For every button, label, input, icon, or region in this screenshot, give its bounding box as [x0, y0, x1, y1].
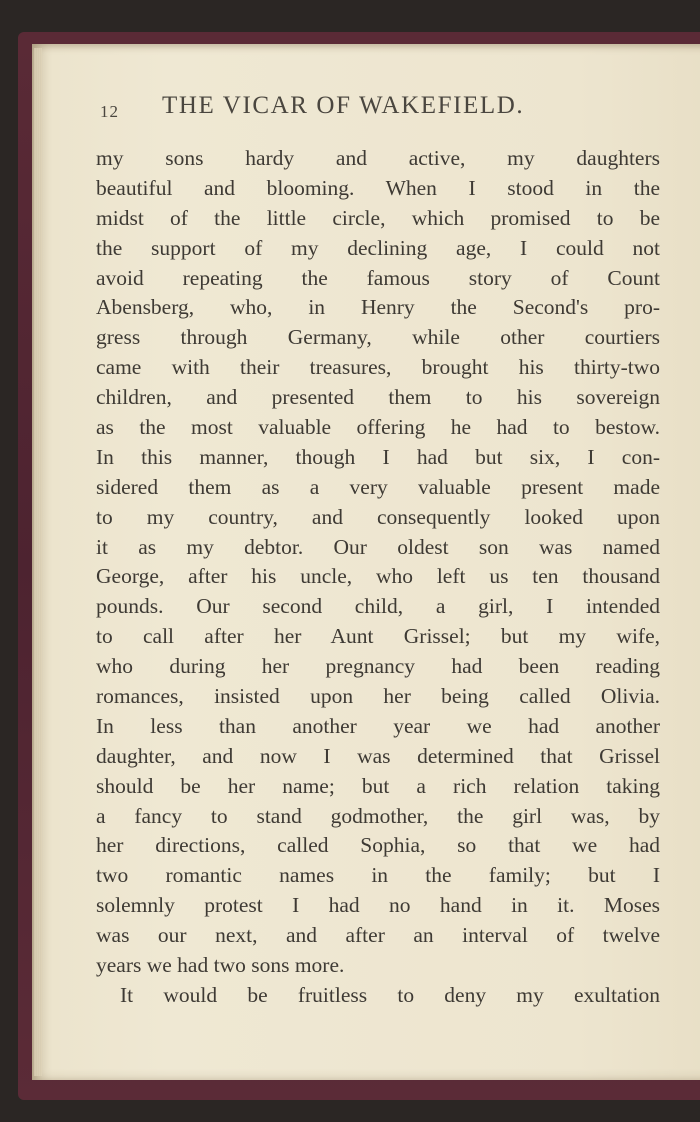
running-title: THE VICAR OF WAKEFIELD. — [162, 92, 525, 119]
page-header — [100, 92, 660, 132]
text-line: my sons hardy and active, my daughters — [96, 146, 660, 170]
text-line: who during her pregnancy had been reading — [96, 654, 660, 679]
text-line: years we had two sons more. — [96, 953, 345, 978]
text-line: beautiful and blooming. When I stood in the — [96, 175, 660, 200]
text-line: It would be fruitless to deny my exultation — [120, 982, 660, 1007]
text-line: to call after her Aunt Grissel; but my wife, — [96, 624, 660, 649]
text-line: children, and presented them to his sovereign — [96, 385, 660, 410]
text-line: Abensberg, who, in Henry the Second's pro- — [96, 295, 660, 320]
text-line: should be her name; but a rich relation taking — [96, 773, 660, 798]
body-text — [96, 144, 660, 1011]
text-line: sidered them as a very valuable present made — [96, 474, 660, 499]
text-line: it as my debtor. Our oldest son was named — [96, 534, 660, 559]
text-line: midst of the little circle, which promised to be — [96, 205, 660, 230]
text-line: came with their treasures, brought his thirty-two — [96, 355, 660, 380]
text-line: George, after his uncle, who left us ten thousand — [96, 564, 660, 589]
text-line: In less than another year we had another — [96, 713, 660, 738]
text-line: In this manner, though I had but six, I con- — [96, 444, 660, 469]
text-line: a fancy to stand godmother, the girl was, by — [96, 803, 660, 828]
text-line: avoid repeating the famous story of Count — [96, 265, 660, 290]
text-line: to my country, and consequently looked upon — [96, 504, 660, 529]
text-line: gress through Germany, while other courtiers — [96, 325, 660, 350]
text-line: daughter, and now I was determined that Grissel — [96, 743, 660, 768]
text-line: her directions, called Sophia, so that we had — [96, 833, 660, 858]
page-edges — [34, 48, 42, 1076]
page-number: 12 — [100, 102, 119, 121]
text-line: romances, insisted upon her being called Olivia. — [96, 684, 660, 709]
text-line: as the most valuable offering he had to bestow. — [96, 415, 660, 440]
text-line: pounds. Our second child, a girl, I intended — [96, 594, 660, 619]
text-line: two romantic names in the family; but I — [96, 863, 660, 888]
text-line: solemnly protest I had no hand in it. Moses — [96, 893, 660, 918]
text-line: the support of my declining age, I could not — [96, 235, 660, 260]
text-line: was our next, and after an interval of twelve — [96, 923, 660, 948]
